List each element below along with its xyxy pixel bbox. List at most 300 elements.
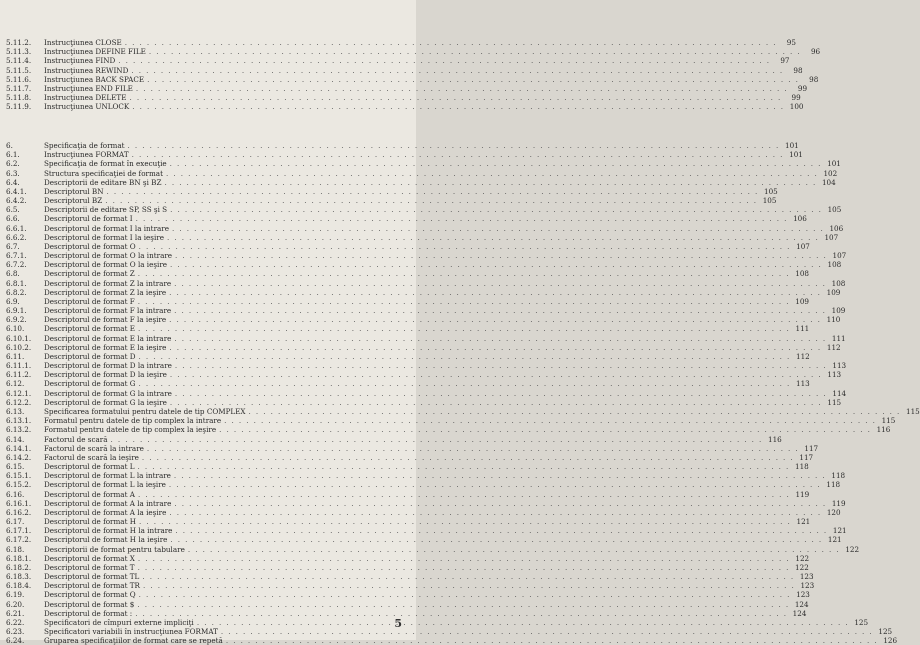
toc-entry [6,562,809,572]
dot-leader [138,324,790,333]
toc-entry [6,186,778,196]
toc-entry [6,581,815,591]
dot-leader [166,169,818,178]
toc-section-5-11 [6,38,821,112]
toc-entry [6,315,841,325]
toc-entry-title: Descriptorul de format F la ieşire [44,315,167,325]
dot-leader [175,251,827,260]
toc-entry [6,306,846,316]
toc-entry [6,526,847,536]
dot-leader [147,444,799,453]
toc-entry-number: 6.8. [6,269,20,279]
toc-entry-title: Specificatori de cîmpuri externe impliciţi [44,617,194,627]
toc-entry-page: 109 [795,296,809,306]
toc-entry-title: Instrucţiunea FORMAT [44,150,129,160]
toc-entry-page: 118 [826,480,841,490]
toc-entry [6,462,809,472]
toc-entry-number: 6.9.1. [6,306,27,316]
dot-leader [174,471,826,480]
dot-leader [197,618,849,627]
toc-entry-title: Descriptorul de format L la ieşire [44,480,166,490]
page-number: 5 [394,617,402,630]
dot-leader [137,600,789,609]
toc-entry-page: 105 [764,186,778,196]
toc-entry-number: 5.11.7. [6,83,32,93]
dot-leader [174,306,826,315]
dot-leader [136,214,788,223]
toc-entry-page: 111 [795,324,810,334]
dot-leader [226,636,878,645]
toc-entry-number: 6.11.2. [6,370,32,380]
toc-entry [6,480,841,490]
toc-entry-page: 113 [796,379,810,389]
dot-leader [172,224,824,233]
toc-entry [6,572,814,582]
toc-entry-title: Descriptorul de format Z la intrare [44,278,172,288]
toc-entry-number: 6.23. [6,627,25,637]
toc-entry-title: Descriptorul de format : [44,608,133,618]
toc-entry [6,636,898,645]
toc-entry-number: 6.7.1. [6,251,27,261]
toc-entry-page: 116 [876,425,891,435]
toc-entry-title: Factorul de scară la intrare [44,443,144,453]
toc-entry-number: 6.14. [6,434,25,444]
toc-entry [6,443,819,453]
toc-entry-number: 6.16.1. [6,498,32,508]
toc-entry-number: 6.4.2. [6,196,27,206]
toc-entry-page: 111 [831,333,846,343]
toc-entry [6,168,838,178]
toc-entry-title: Descriptorul de format TR [44,581,140,591]
dot-leader [131,66,783,75]
toc-entry [6,93,801,103]
toc-entry-title: Descriptorul de format A la intrare [44,498,172,508]
toc-entry-title: Descriptorul de format O [44,241,136,251]
toc-entry [6,608,807,618]
toc-entry-number: 6.12.1. [6,388,32,398]
toc-entry-page: 108 [827,260,842,270]
toc-entry-page: 117 [799,452,814,462]
dot-leader [174,499,826,508]
toc-entry-page: 115 [906,406,920,416]
toc-entry-number: 6.7. [6,241,20,251]
toc-entry [6,517,811,527]
toc-entry-number: 6.17.1. [6,526,32,536]
toc-entry-page: 113 [827,370,842,380]
toc-entry-page: 115 [827,397,842,407]
toc-entry [6,296,809,306]
dot-leader [219,425,871,434]
toc-entry-number: 6.2. [6,159,20,169]
toc-entry [6,544,860,554]
toc-entry-title: Descriptorul de format D [44,351,136,361]
toc-entry [6,102,804,112]
toc-entry [6,251,847,261]
toc-entry-title: Descriptorul de format H la ieşire [44,535,168,545]
toc-entry-number: 6.6.1. [6,223,27,233]
toc-entry-number: 6.15.1. [6,471,32,481]
toc-entry-title: Descriptorul de format H la intrare [44,526,173,536]
toc-entry-page: 123 [796,590,810,600]
toc-entry [6,56,790,66]
toc-entry-page: 124 [794,599,809,609]
toc-entry [6,535,842,545]
dot-leader [139,517,791,526]
toc-entry-page: 113 [832,361,847,371]
toc-entry-number: 5.11.2. [6,38,32,47]
toc-entry-number: 6.10.1. [6,333,32,343]
toc-entry [6,370,842,380]
toc-entry-title: Structura specificaţiei de format [44,168,163,178]
toc-entry-page: 108 [795,269,809,279]
dot-leader [107,187,759,196]
toc-entry-number: 5.11.4. [6,56,32,66]
toc-entry-number: 6.18.2. [6,562,32,572]
toc-entry-number: 6.18.1. [6,553,32,563]
toc-entry-number: 6.9.2. [6,315,27,325]
toc-entry-page: 125 [878,627,893,637]
toc-entry-page: 101 [785,141,799,150]
toc-entry-page: 98 [809,74,819,84]
toc-entry-page: 99 [791,93,801,103]
toc-entry-number: 6.16.2. [6,507,32,517]
toc-entry [6,47,821,57]
dot-leader [138,297,790,306]
dot-leader [138,563,790,572]
toc-entry [6,278,846,288]
toc-entry-number: 6.6.2. [6,232,27,242]
toc-entry-title: Descriptorul de format F [44,296,135,306]
toc-entry-number: 6.13.2. [6,425,32,435]
toc-entry [6,260,842,270]
dot-leader [118,56,770,65]
toc-entry-page: 121 [827,535,842,545]
toc-entry-title: Descriptorii de editare SP, SS şi S [44,205,168,215]
toc-entry-number: 6.6. [6,214,20,224]
toc-entry [6,38,796,47]
dot-leader [169,480,821,489]
toc-entry-number: 6.16. [6,489,25,499]
toc-entry-page: 109 [826,287,841,297]
toc-entry-page: 107 [832,251,847,261]
toc-entry-title: Descriptorul de format TL [44,572,140,582]
toc-entry-title: Descriptorul de format E [44,324,136,334]
toc-entry-title: Descriptorul de format I [44,214,133,224]
toc-entry [6,150,803,160]
toc-entry-title: Descriptorul de format Z la ieşire [44,287,167,297]
toc-entry-number: 6.20. [6,599,25,609]
dot-leader [167,233,819,242]
dot-leader [149,47,801,56]
toc-entry-page: 101 [789,150,803,160]
toc-entry-page: 101 [827,159,841,169]
toc-entry [6,416,896,426]
toc-chapter-6 [6,141,920,645]
toc-entry [6,452,814,462]
dot-leader [169,288,821,297]
toc-entry-title: Descriptorul de format X [44,553,135,563]
toc-entry-title: Descriptorul de format H [44,517,137,527]
toc-entry [6,141,799,150]
toc-entry-number: 6.12.2. [6,397,32,407]
dot-leader [147,75,799,84]
toc-entry [6,434,782,444]
dot-leader [175,526,827,535]
toc-entry-page: 118 [831,471,846,481]
toc-entry-page: 116 [768,434,782,444]
toc-entry-page: 123 [799,572,814,582]
toc-entry-page: 121 [796,517,811,527]
dot-leader [142,453,794,462]
toc-entry-title: Descriptorul de format $ [44,599,135,609]
toc-entry-page: 106 [793,214,807,224]
toc-entry-title: Specificaţia de format [44,141,125,150]
dot-leader [138,269,790,278]
toc-entry-title: Descriptorul de format Q [44,590,136,600]
toc-entry-number: 6.9. [6,296,20,306]
dot-leader [139,242,791,251]
toc-entry-page: 125 [854,617,869,627]
toc-entry-page: 118 [795,462,809,472]
toc-entry-number: 6.11.1. [6,361,32,371]
dot-leader [111,435,763,444]
toc-entry [6,599,809,609]
toc-entry-title: Descriptorul de format E la intrare [44,333,172,343]
toc-entry-page: 119 [795,489,810,499]
dot-leader [169,343,821,352]
dot-leader [142,572,794,581]
toc-entry-number: 6.11. [6,351,25,361]
toc-entry-title: Instrucţiunea CLOSE [44,38,122,47]
toc-entry-page: 107 [796,241,810,251]
toc-entry-page: 122 [795,553,810,563]
toc-entry-number: 6.8.1. [6,278,27,288]
dot-leader [221,627,873,636]
dot-leader [170,159,822,168]
toc-entry [6,627,893,637]
toc-entry-page: 112 [796,351,810,361]
dot-leader [175,361,827,370]
toc-entry-title: Formatul pentru datele de tip complex la intrare [44,416,222,426]
dot-leader [138,490,790,499]
toc-entry-title: Descriptorii de format pentru tabulare [44,544,185,554]
dot-leader [132,150,784,159]
toc-entry-page: 100 [789,102,804,112]
toc-entry-number: 6.22. [6,617,25,627]
toc-entry [6,223,844,233]
toc-entry [6,351,810,361]
toc-entry [6,397,842,407]
toc-entry [6,507,841,517]
toc-entry-title: Descriptorul de format L [44,462,135,472]
toc-entry-page: 96 [810,47,821,57]
toc-entry-page: 95 [786,38,796,47]
toc-entry-title: Descriptorul de format G [44,379,136,389]
toc-entry-title: Descriptorul de format F la intrare [44,306,172,316]
toc-entry-page: 104 [821,177,836,187]
toc-entry-number: 6.13. [6,406,25,416]
toc-entry-page: 109 [831,306,846,316]
toc-entry-number: 5.11.5. [6,65,32,75]
toc-entry [6,406,920,416]
toc-entry-title: Descriptorul de format O la ieşire [44,260,168,270]
toc-entry-title: Specificatori variabili în instrucţiunea FORMAT [44,627,218,637]
toc-entry-title: Descriptorul de format T [44,562,135,572]
dot-leader [174,334,826,343]
toc-entry [6,196,777,206]
toc-entry [6,617,869,627]
toc-entry [6,333,846,343]
toc-entry-number: 6.4. [6,177,20,187]
toc-entry [6,471,846,481]
toc-entry-title: Descriptorul de format A [44,489,135,499]
toc-entry-page: 105 [827,205,842,215]
dot-leader [170,398,822,407]
toc-entry-page: 105 [762,196,777,206]
toc-entry-title: Instrucţiunea BACK SPACE [44,74,145,84]
toc-entry-number: 6.10. [6,324,25,334]
toc-entry [6,83,808,93]
toc-entry-title: Specificaţia de format în execuţie [44,159,167,169]
toc-entry-number: 6.14.1. [6,443,32,453]
toc-entry-number: 6.3. [6,168,20,178]
toc-entry-title: Gruparea specificaţiilor de format care se repetă [44,636,223,645]
toc-entry-number: 6.10.2. [6,342,32,352]
toc-entry-title: Descriptorul de format D la intrare [44,361,172,371]
toc-entry-title: Descriptorul de format G la intrare [44,388,172,398]
toc-entry-number: 6.5. [6,205,20,215]
toc-entry-page: 120 [826,507,841,517]
toc-entry [6,425,891,435]
toc-entry-title: Descriptorul de format D la ieşire [44,370,167,380]
dot-leader [138,462,790,471]
toc-entry-number: 6.18.4. [6,581,32,591]
toc-entry-number: 6.17. [6,517,25,527]
dot-leader [188,545,840,554]
toc-entry-number: 5.11.3. [6,47,32,57]
toc-entry [6,590,810,600]
dot-leader [125,38,777,47]
toc-entry [6,388,847,398]
dot-leader [175,389,827,398]
dot-leader [169,315,821,324]
toc-entry-page: 98 [793,65,803,75]
dot-leader [170,535,822,544]
toc-entry-title: Descriptorul de format I la intrare [44,223,169,233]
toc-entry-page: 102 [823,168,838,178]
toc-entry-title: Descriptorul BZ [44,196,103,206]
toc-entry-number: 6.19. [6,590,25,600]
toc-entry [6,361,847,371]
toc-entry [6,269,809,279]
toc-entry-title: Descriptorul de format L la intrare [44,471,171,481]
toc-entry-number: 5.11.9. [6,102,32,112]
toc-entry-number: 5.11.6. [6,74,32,84]
toc-entry-title: Descriptorul de format Z [44,269,135,279]
toc-entry-title: Instrucţiunea END FILE [44,83,133,93]
toc-entry [6,232,839,242]
toc-entry [6,205,842,215]
toc-entry-number: 5.11.8. [6,93,32,103]
toc-entry-page: 107 [824,232,839,242]
toc-entry-page: 124 [792,608,807,618]
toc-entry-page: 122 [795,562,809,572]
toc-entry-number: 6.13.1. [6,416,32,426]
toc-entry [6,342,841,352]
dot-leader [164,178,816,187]
toc-entry-number: 6.18. [6,544,25,554]
toc-entry-page: 97 [780,56,790,66]
dot-leader [128,141,780,150]
dot-leader [139,590,791,599]
toc-entry [6,241,810,251]
toc-entry-title: Formatul pentru datele de tip complex la ieşire [44,425,217,435]
toc-entry-number: 6.17.2. [6,535,32,545]
toc-entry [6,214,807,224]
toc-entry-page: 108 [831,278,846,288]
toc-entry-page: 110 [826,315,841,325]
toc-entry-page: 112 [826,342,841,352]
toc-entry-title: Instrucţiunea DEFINE FILE [44,47,146,57]
dot-leader [139,352,791,361]
toc-entry [6,74,819,84]
toc-entry-title: Instrucţiunea UNLOCK [44,102,130,112]
dot-leader [132,102,784,111]
dot-leader [138,554,790,563]
toc-entry-title: Factorul de scară [44,434,108,444]
toc-entry-page: 117 [804,443,819,453]
toc-entry [6,159,841,169]
toc-entry [6,379,810,389]
dot-leader [139,379,791,388]
toc-entry-number: 6.24. [6,636,25,645]
toc-entry-title: Descriptorul BN [44,186,104,196]
dot-leader [129,93,781,102]
toc-entry-page: 106 [829,223,844,233]
dot-leader [249,407,901,416]
dot-leader [169,508,821,517]
toc-entry-title: Instrucţiunea DELETE [44,93,127,103]
toc-entry [6,177,836,187]
toc-entry-page: 114 [832,388,847,398]
dot-leader [143,581,795,590]
toc-entry-number: 6.15. [6,462,25,472]
toc-entry-title: Specificarea formatului pentru datele de tip COMPLEX [44,406,246,416]
toc-entry [6,489,810,499]
toc-entry-number: 6.15.2. [6,480,32,490]
toc-entry [6,553,810,563]
toc-entry-title: Descriptorul de format I la ieşire [44,232,164,242]
toc-entry-page: 99 [797,83,808,93]
toc-entry-title: Descriptorul de format O la intrare [44,251,173,261]
dot-leader [135,609,787,618]
toc-entry-page: 119 [831,498,846,508]
dot-leader [170,205,822,214]
toc-entry-page: 126 [883,636,898,645]
toc-entry [6,498,846,508]
toc-entry-number: 6.14.2. [6,452,32,462]
toc-entry-number: 6.8.2. [6,287,27,297]
dot-leader [170,260,822,269]
toc-entry [6,287,841,297]
dot-leader [174,279,826,288]
toc-entry-page: 121 [832,526,847,536]
toc-entry-number: 6.21. [6,608,25,618]
toc-entry-title: Descriptorul de format A la ieşire [44,507,167,517]
toc-entry-page: 123 [800,581,815,591]
dot-leader [170,370,822,379]
toc-entry-number: 6.12. [6,379,25,389]
